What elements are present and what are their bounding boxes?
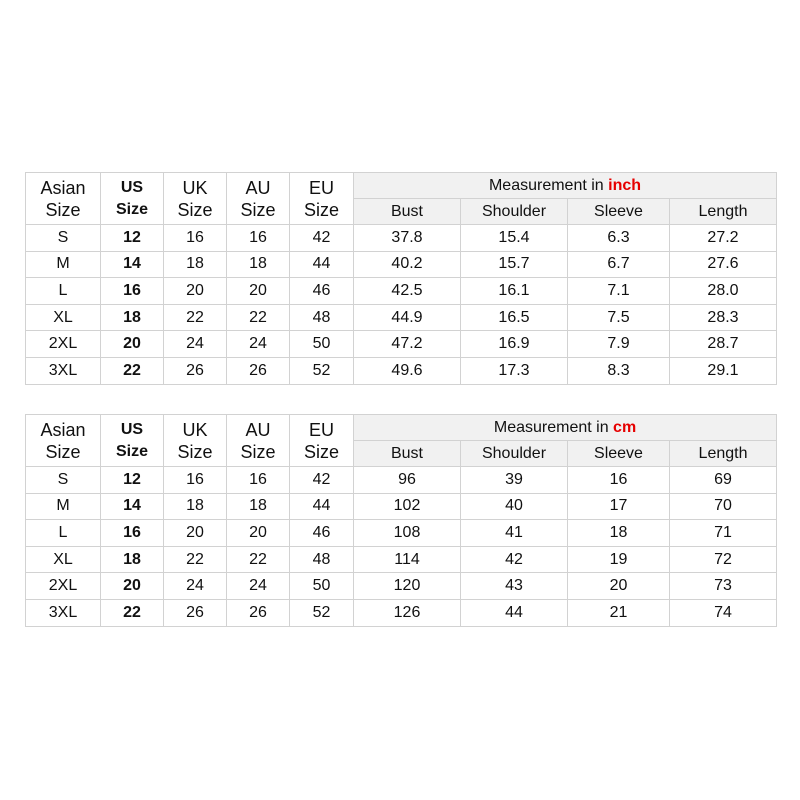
- shoulder-cell: 15.7: [461, 251, 568, 278]
- bust-cell: 96: [354, 467, 461, 494]
- us-size-cell: 16: [101, 520, 164, 547]
- table-row: [26, 467, 777, 494]
- length-cell: 29.1: [670, 357, 777, 384]
- uk-size-cell: 22: [164, 304, 227, 331]
- asian-size-cell: XL: [26, 546, 101, 573]
- sleeve-header: Sleeve: [568, 441, 670, 467]
- asian-size-cell: M: [26, 251, 101, 278]
- shoulder-cell: 44: [461, 599, 568, 626]
- sleeve-cell: 16: [568, 467, 670, 494]
- eu-size-cell: 46: [290, 520, 354, 547]
- length-header: Length: [670, 441, 777, 467]
- measurement-prefix: Measurement in: [488, 176, 609, 194]
- au-size-cell: 16: [227, 225, 290, 252]
- sleeve-cell: 7.1: [568, 278, 670, 305]
- table-row: [26, 599, 777, 626]
- sleeve-cell: 21: [568, 599, 670, 626]
- asian-size-cell: M: [26, 493, 101, 520]
- asian-size-cell: 2XL: [26, 331, 101, 358]
- length-cell: 72: [670, 546, 777, 573]
- au-size-cell: 18: [227, 251, 290, 278]
- eu-size-cell: 46: [290, 278, 354, 305]
- bust-cell: 114: [354, 546, 461, 573]
- au-size-cell: 26: [227, 357, 290, 384]
- shoulder-cell: 43: [461, 573, 568, 600]
- table-row: [26, 520, 777, 547]
- shoulder-cell: 15.4: [461, 225, 568, 252]
- sleeve-cell: 7.5: [568, 304, 670, 331]
- uk-size-cell: 26: [164, 357, 227, 384]
- header-row: [26, 415, 777, 441]
- eu-size-cell: 42: [290, 225, 354, 252]
- measurement-unit: cm: [613, 418, 637, 436]
- length-cell: 28.3: [670, 304, 777, 331]
- us-size-cell: 14: [101, 493, 164, 520]
- shoulder-cell: 16.9: [461, 331, 568, 358]
- asian-size-cell: S: [26, 467, 101, 494]
- asian-size-cell: L: [26, 520, 101, 547]
- eu-size-header: EU Size: [290, 173, 354, 225]
- asian-size-cell: L: [26, 278, 101, 305]
- uk-size-header: UK Size: [164, 173, 227, 225]
- au-size-cell: 22: [227, 546, 290, 573]
- au-size-cell: 22: [227, 304, 290, 331]
- sleeve-cell: 7.9: [568, 331, 670, 358]
- sleeve-cell: 20: [568, 573, 670, 600]
- shoulder-header: Shoulder: [461, 441, 568, 467]
- shoulder-header: Shoulder: [461, 199, 568, 225]
- us-size-cell: 22: [101, 599, 164, 626]
- au-size-cell: 20: [227, 278, 290, 305]
- shoulder-cell: 17.3: [461, 357, 568, 384]
- eu-size-cell: 52: [290, 599, 354, 626]
- sleeve-header: Sleeve: [568, 199, 670, 225]
- table-row: [26, 357, 777, 384]
- asian-size-header: Asian Size: [26, 415, 101, 467]
- au-size-cell: 16: [227, 467, 290, 494]
- bust-cell: 102: [354, 493, 461, 520]
- au-size-cell: 20: [227, 520, 290, 547]
- uk-size-cell: 18: [164, 251, 227, 278]
- au-size-cell: 18: [227, 493, 290, 520]
- measurement-header: [354, 415, 777, 441]
- sleeve-cell: 18: [568, 520, 670, 547]
- table-row: [26, 573, 777, 600]
- bust-cell: 37.8: [354, 225, 461, 252]
- asian-size-cell: 3XL: [26, 599, 101, 626]
- table-row: [26, 493, 777, 520]
- bust-cell: 49.6: [354, 357, 461, 384]
- shoulder-cell: 39: [461, 467, 568, 494]
- asian-size-cell: 2XL: [26, 573, 101, 600]
- table-row: [26, 304, 777, 331]
- au-size-cell: 26: [227, 599, 290, 626]
- uk-size-header: UK Size: [164, 415, 227, 467]
- asian-size-cell: XL: [26, 304, 101, 331]
- sleeve-cell: 19: [568, 546, 670, 573]
- length-header: Length: [670, 199, 777, 225]
- uk-size-cell: 20: [164, 278, 227, 305]
- bust-cell: 47.2: [354, 331, 461, 358]
- eu-size-cell: 52: [290, 357, 354, 384]
- bust-header: Bust: [354, 441, 461, 467]
- eu-size-cell: 42: [290, 467, 354, 494]
- eu-size-cell: 50: [290, 573, 354, 600]
- au-size-header: AU Size: [227, 173, 290, 225]
- sleeve-cell: 17: [568, 493, 670, 520]
- us-size-cell: 16: [101, 278, 164, 305]
- eu-size-cell: 44: [290, 493, 354, 520]
- length-cell: 27.6: [670, 251, 777, 278]
- length-cell: 28.0: [670, 278, 777, 305]
- table-row: [26, 278, 777, 305]
- eu-size-cell: 50: [290, 331, 354, 358]
- bust-cell: 126: [354, 599, 461, 626]
- shoulder-cell: 16.1: [461, 278, 568, 305]
- bust-cell: 40.2: [354, 251, 461, 278]
- sleeve-cell: 8.3: [568, 357, 670, 384]
- us-size-cell: 12: [101, 467, 164, 494]
- uk-size-cell: 24: [164, 573, 227, 600]
- table-row: [26, 251, 777, 278]
- eu-size-header: EU Size: [290, 415, 354, 467]
- us-size-cell: 18: [101, 546, 164, 573]
- us-size-cell: 18: [101, 304, 164, 331]
- measurement-unit: inch: [608, 176, 642, 194]
- us-size-cell: 12: [101, 225, 164, 252]
- shoulder-cell: 42: [461, 546, 568, 573]
- length-cell: 69: [670, 467, 777, 494]
- size-chart-inch-table: [25, 172, 777, 385]
- au-size-header: AU Size: [227, 415, 290, 467]
- eu-size-cell: 48: [290, 546, 354, 573]
- us-size-header: US Size: [101, 173, 164, 225]
- uk-size-cell: 18: [164, 493, 227, 520]
- us-size-header: US Size: [101, 415, 164, 467]
- eu-size-cell: 48: [290, 304, 354, 331]
- bust-cell: 108: [354, 520, 461, 547]
- header-row: [26, 173, 777, 199]
- length-cell: 74: [670, 599, 777, 626]
- uk-size-cell: 16: [164, 225, 227, 252]
- us-size-cell: 20: [101, 573, 164, 600]
- length-cell: 70: [670, 493, 777, 520]
- uk-size-cell: 16: [164, 467, 227, 494]
- table-row: [26, 546, 777, 573]
- length-cell: 73: [670, 573, 777, 600]
- bust-header: Bust: [354, 199, 461, 225]
- uk-size-cell: 24: [164, 331, 227, 358]
- asian-size-cell: 3XL: [26, 357, 101, 384]
- asian-size-header: Asian Size: [26, 173, 101, 225]
- length-cell: 28.7: [670, 331, 777, 358]
- shoulder-cell: 16.5: [461, 304, 568, 331]
- us-size-cell: 14: [101, 251, 164, 278]
- measurement-prefix: Measurement in: [493, 418, 614, 436]
- length-cell: 27.2: [670, 225, 777, 252]
- shoulder-cell: 41: [461, 520, 568, 547]
- size-chart-cm-table: [25, 414, 777, 627]
- us-size-cell: 22: [101, 357, 164, 384]
- eu-size-cell: 44: [290, 251, 354, 278]
- bust-cell: 120: [354, 573, 461, 600]
- table-row: [26, 331, 777, 358]
- bust-cell: 42.5: [354, 278, 461, 305]
- asian-size-cell: S: [26, 225, 101, 252]
- bust-cell: 44.9: [354, 304, 461, 331]
- au-size-cell: 24: [227, 331, 290, 358]
- us-size-cell: 20: [101, 331, 164, 358]
- au-size-cell: 24: [227, 573, 290, 600]
- uk-size-cell: 22: [164, 546, 227, 573]
- sleeve-cell: 6.3: [568, 225, 670, 252]
- measurement-header: [354, 173, 777, 199]
- uk-size-cell: 20: [164, 520, 227, 547]
- table-row: [26, 225, 777, 252]
- sleeve-cell: 6.7: [568, 251, 670, 278]
- shoulder-cell: 40: [461, 493, 568, 520]
- length-cell: 71: [670, 520, 777, 547]
- uk-size-cell: 26: [164, 599, 227, 626]
